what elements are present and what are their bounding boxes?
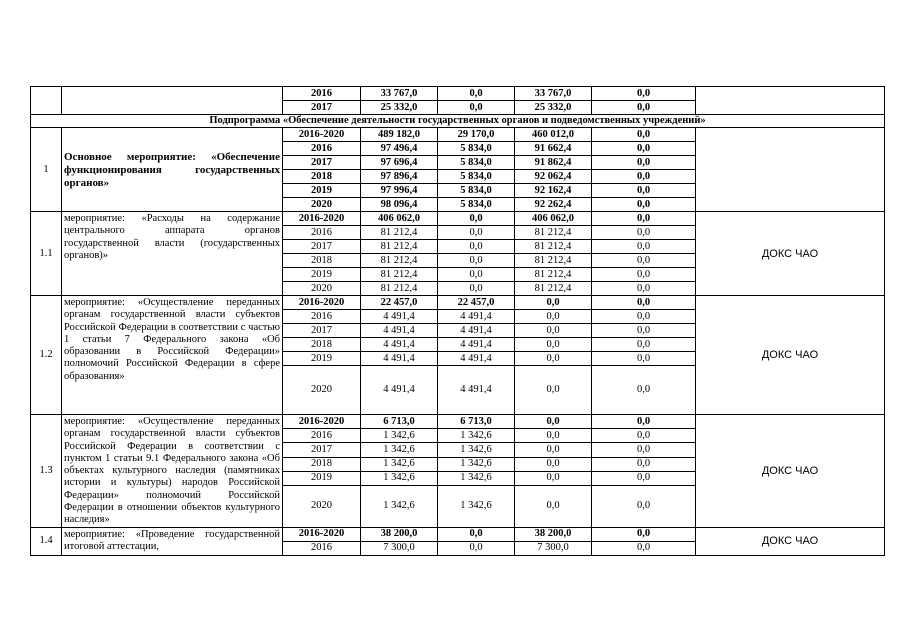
subprogram-title: Подпрограмма «Обеспечение деятельности государственных органов и подведомственных учреждений»	[31, 115, 885, 128]
other-cell: 0,0	[592, 268, 696, 282]
regional-cell: 0,0	[515, 471, 592, 485]
total-cell: 4 491,4	[361, 366, 438, 415]
executor-cell	[696, 128, 885, 212]
regional-cell: 81 212,4	[515, 254, 592, 268]
other-cell: 0,0	[592, 128, 696, 142]
regional-cell: 0,0	[515, 429, 592, 443]
regional-cell: 81 212,4	[515, 240, 592, 254]
executor-cell: ДОКС ЧАО	[696, 415, 885, 528]
federal-cell: 0,0	[438, 101, 515, 115]
section-number: 1	[31, 128, 62, 212]
section-description: Основное мероприятие: «Обеспечение функционирования государственных органов»	[62, 128, 283, 212]
federal-cell: 1 342,6	[438, 471, 515, 485]
section-number: 1.2	[31, 296, 62, 415]
federal-cell: 5 834,0	[438, 170, 515, 184]
other-cell: 0,0	[592, 170, 696, 184]
year-cell: 2016	[283, 541, 361, 555]
regional-cell: 0,0	[515, 310, 592, 324]
total-cell: 33 767,0	[361, 87, 438, 101]
year-cell: 2019	[283, 268, 361, 282]
year-cell: 2016	[283, 142, 361, 156]
regional-cell: 0,0	[515, 352, 592, 366]
regional-cell: 0,0	[515, 366, 592, 415]
other-cell: 0,0	[592, 310, 696, 324]
executor-cell: ДОКС ЧАО	[696, 296, 885, 415]
table-row	[31, 527, 885, 541]
total-cell: 97 696,4	[361, 156, 438, 170]
total-cell: 1 342,6	[361, 443, 438, 457]
regional-cell: 0,0	[515, 415, 592, 429]
other-cell: 0,0	[592, 212, 696, 226]
federal-cell: 0,0	[438, 527, 515, 541]
federal-cell: 0,0	[438, 282, 515, 296]
total-cell: 1 342,6	[361, 457, 438, 471]
federal-cell: 0,0	[438, 240, 515, 254]
other-cell: 0,0	[592, 240, 696, 254]
total-cell: 97 496,4	[361, 142, 438, 156]
year-cell: 2017	[283, 101, 361, 115]
year-cell: 2016-2020	[283, 128, 361, 142]
total-cell: 81 212,4	[361, 268, 438, 282]
total-cell: 4 491,4	[361, 310, 438, 324]
federal-cell: 5 834,0	[438, 156, 515, 170]
federal-cell: 1 342,6	[438, 457, 515, 471]
total-cell: 81 212,4	[361, 282, 438, 296]
other-cell: 0,0	[592, 366, 696, 415]
total-cell: 7 300,0	[361, 541, 438, 555]
federal-cell: 0,0	[438, 268, 515, 282]
total-cell: 1 342,6	[361, 486, 438, 528]
year-cell: 2017	[283, 443, 361, 457]
year-cell: 2019	[283, 471, 361, 485]
total-cell: 81 212,4	[361, 254, 438, 268]
total-cell: 22 457,0	[361, 296, 438, 310]
other-cell: 0,0	[592, 324, 696, 338]
other-cell: 0,0	[592, 471, 696, 485]
table-row	[31, 212, 885, 226]
regional-cell: 0,0	[515, 338, 592, 352]
federal-cell: 4 491,4	[438, 352, 515, 366]
section-number: 1.1	[31, 212, 62, 296]
federal-cell: 0,0	[438, 87, 515, 101]
regional-cell: 38 200,0	[515, 527, 592, 541]
year-cell: 2017	[283, 324, 361, 338]
year-cell: 2016-2020	[283, 296, 361, 310]
regional-cell: 7 300,0	[515, 541, 592, 555]
section-description: мероприятие: «Расходы на содержание центрального аппарата органов государственной власти (государственных органов)»	[62, 212, 283, 296]
table-row	[31, 296, 885, 310]
total-cell: 489 182,0	[361, 128, 438, 142]
other-cell: 0,0	[592, 429, 696, 443]
regional-cell: 91 662,4	[515, 142, 592, 156]
total-cell: 4 491,4	[361, 338, 438, 352]
federal-cell: 4 491,4	[438, 366, 515, 415]
federal-cell: 0,0	[438, 226, 515, 240]
year-cell: 2020	[283, 198, 361, 212]
executor-cell: ДОКС ЧАО	[696, 527, 885, 555]
regional-cell: 81 212,4	[515, 282, 592, 296]
regional-cell: 92 062,4	[515, 170, 592, 184]
year-cell: 2019	[283, 184, 361, 198]
federal-cell: 6 713,0	[438, 415, 515, 429]
federal-cell: 1 342,6	[438, 443, 515, 457]
year-cell: 2016	[283, 87, 361, 101]
total-cell: 81 212,4	[361, 240, 438, 254]
other-cell: 0,0	[592, 184, 696, 198]
federal-cell: 29 170,0	[438, 128, 515, 142]
year-cell: 2019	[283, 352, 361, 366]
total-cell: 4 491,4	[361, 352, 438, 366]
federal-cell: 5 834,0	[438, 198, 515, 212]
regional-cell: 33 767,0	[515, 87, 592, 101]
year-cell: 2018	[283, 338, 361, 352]
year-cell: 2016	[283, 310, 361, 324]
year-cell: 2016-2020	[283, 415, 361, 429]
total-cell: 1 342,6	[361, 429, 438, 443]
year-cell: 2017	[283, 240, 361, 254]
year-cell: 2018	[283, 254, 361, 268]
table-row	[31, 128, 885, 142]
other-cell: 0,0	[592, 198, 696, 212]
total-cell: 25 332,0	[361, 101, 438, 115]
regional-cell: 25 332,0	[515, 101, 592, 115]
other-cell: 0,0	[592, 486, 696, 528]
total-cell: 6 713,0	[361, 415, 438, 429]
regional-cell: 81 212,4	[515, 226, 592, 240]
total-cell: 406 062,0	[361, 212, 438, 226]
federal-cell: 5 834,0	[438, 142, 515, 156]
other-cell: 0,0	[592, 541, 696, 555]
table-row	[31, 87, 885, 101]
other-cell: 0,0	[592, 296, 696, 310]
regional-cell: 460 012,0	[515, 128, 592, 142]
regional-cell: 92 262,4	[515, 198, 592, 212]
other-cell: 0,0	[592, 142, 696, 156]
other-cell: 0,0	[592, 87, 696, 101]
federal-cell: 4 491,4	[438, 338, 515, 352]
regional-cell: 91 862,4	[515, 156, 592, 170]
total-cell: 1 342,6	[361, 471, 438, 485]
other-cell: 0,0	[592, 254, 696, 268]
year-cell: 2020	[283, 366, 361, 415]
description-cell	[62, 87, 283, 115]
subprogram-row	[31, 115, 885, 128]
section-description: мероприятие: «Проведение государственной итоговой аттестации,	[62, 527, 283, 555]
regional-cell: 0,0	[515, 296, 592, 310]
section-number: 1.4	[31, 527, 62, 555]
federal-cell: 1 342,6	[438, 429, 515, 443]
other-cell: 0,0	[592, 527, 696, 541]
section-number: 1.3	[31, 415, 62, 528]
regional-cell: 92 162,4	[515, 184, 592, 198]
year-cell: 2016	[283, 226, 361, 240]
regional-cell: 0,0	[515, 443, 592, 457]
regional-cell: 0,0	[515, 486, 592, 528]
year-cell: 2016	[283, 429, 361, 443]
total-cell: 98 096,4	[361, 198, 438, 212]
federal-cell: 0,0	[438, 254, 515, 268]
federal-cell: 1 342,6	[438, 486, 515, 528]
budget-table	[30, 86, 885, 556]
total-cell: 4 491,4	[361, 324, 438, 338]
year-cell: 2018	[283, 170, 361, 184]
other-cell: 0,0	[592, 415, 696, 429]
year-cell: 2020	[283, 486, 361, 528]
num-cell	[31, 87, 62, 115]
federal-cell: 4 491,4	[438, 324, 515, 338]
table-row	[31, 415, 885, 429]
federal-cell: 5 834,0	[438, 184, 515, 198]
regional-cell: 406 062,0	[515, 212, 592, 226]
other-cell: 0,0	[592, 443, 696, 457]
year-cell: 2016-2020	[283, 212, 361, 226]
executor-cell: ДОКС ЧАО	[696, 212, 885, 296]
federal-cell: 0,0	[438, 541, 515, 555]
other-cell: 0,0	[592, 457, 696, 471]
year-cell: 2016-2020	[283, 527, 361, 541]
federal-cell: 0,0	[438, 212, 515, 226]
year-cell: 2017	[283, 156, 361, 170]
total-cell: 38 200,0	[361, 527, 438, 541]
federal-cell: 4 491,4	[438, 310, 515, 324]
year-cell: 2020	[283, 282, 361, 296]
other-cell: 0,0	[592, 282, 696, 296]
other-cell: 0,0	[592, 226, 696, 240]
total-cell: 97 996,4	[361, 184, 438, 198]
total-cell: 97 896,4	[361, 170, 438, 184]
executor-cell	[696, 87, 885, 115]
year-cell: 2018	[283, 457, 361, 471]
section-description: мероприятие: «Осуществление переданных органам государственной власти субъектов Российской Федерации в соответствии с частью 1 статьи 7 Федерального закона «Об образовании в Российской Федерации» полномочий Российской Федерации в сфере образования»	[62, 296, 283, 415]
other-cell: 0,0	[592, 338, 696, 352]
total-cell: 81 212,4	[361, 226, 438, 240]
federal-cell: 22 457,0	[438, 296, 515, 310]
other-cell: 0,0	[592, 101, 696, 115]
other-cell: 0,0	[592, 352, 696, 366]
other-cell: 0,0	[592, 156, 696, 170]
section-description: мероприятие: «Осуществление переданных органам государственной власти субъектов Российской Федерации в соответствии с пунктом 1 статьи 9.1 Федерального закона «Об объектах культурного наследия (памятниках истории и культуры) народов Российской Федерации» полномочий Российской Федерации в отношении объектов культурного наследия»	[62, 415, 283, 528]
regional-cell: 0,0	[515, 324, 592, 338]
regional-cell: 81 212,4	[515, 268, 592, 282]
regional-cell: 0,0	[515, 457, 592, 471]
